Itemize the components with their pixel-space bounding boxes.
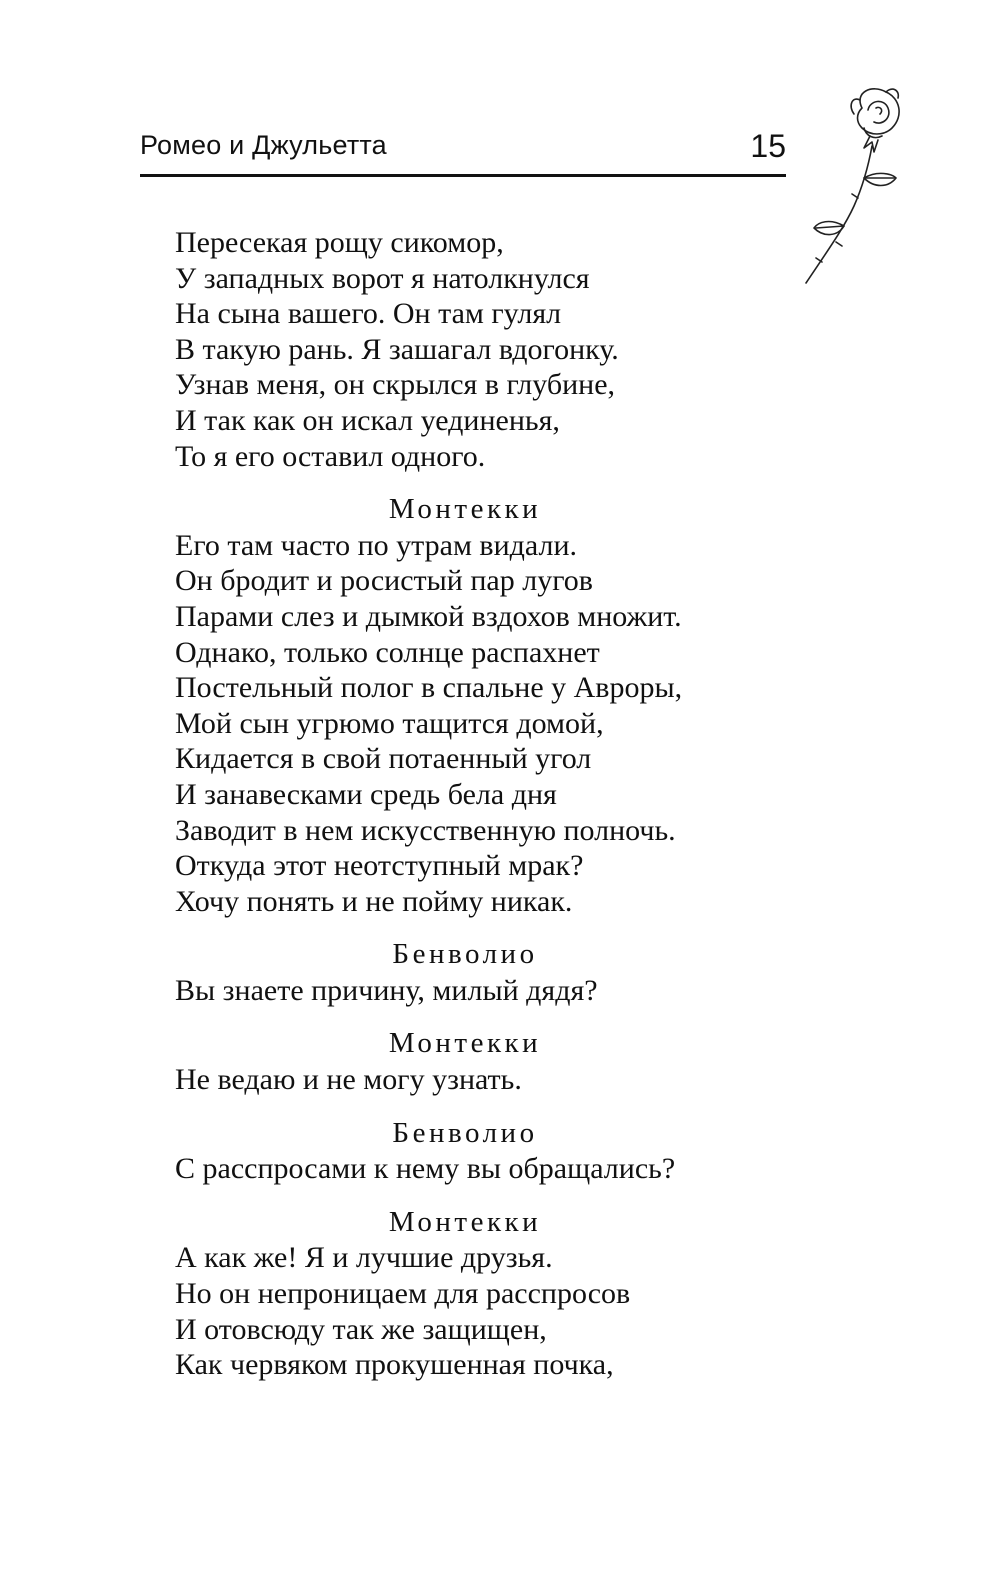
speaker-name: Бенволио (392, 938, 538, 971)
play-text (175, 225, 815, 1383)
verse-line: Хочу понять и не пойму никак. (175, 884, 573, 918)
verse-line: С расспросами к нему вы обращались? (175, 1152, 676, 1186)
verse-line: То я его оставил одного. (175, 439, 486, 473)
speaker-name: Монтекки (388, 1205, 542, 1238)
page-number: 15 (750, 128, 786, 164)
verse-line: Заводит в нем искусственную полночь. (175, 813, 676, 847)
text-block-0 (175, 225, 815, 474)
text-block-4 (175, 1116, 815, 1187)
speaker-name: Монтекки (388, 1027, 542, 1060)
verse-line: И так как он искал уединенья, (175, 403, 560, 437)
text-block-1 (175, 492, 815, 919)
speaker-name: Бенволио (392, 1116, 538, 1149)
verse-line: Но он непроницаем для расспросов (175, 1277, 631, 1311)
verse-line: Мой сын угрюмо тащится домой, (175, 706, 604, 740)
verse-line: Однако, только солнце распахнет (175, 635, 600, 669)
book-title: Ромео и Джульетта (140, 130, 387, 160)
verse-line: На сына вашего. Он там гулял (175, 297, 562, 331)
verse-line: Его там часто по утрам видали. (175, 528, 578, 562)
verse-line: Пересекая рощу сикомор, (175, 226, 504, 259)
verse-line: Вы знаете причину, милый дядя? (175, 973, 598, 1007)
verse-line: Не ведаю и не могу узнать. (175, 1063, 522, 1097)
text-block-5 (175, 1205, 815, 1383)
verse-line: Откуда этот неотступный мрак? (175, 849, 584, 883)
verse-line: И занавесками средь бела дня (175, 777, 557, 811)
text-block-3 (175, 1026, 815, 1097)
speaker-name: Монтекки (388, 493, 542, 526)
verse-line: Узнав меня, он скрылся в глубине, (175, 368, 616, 402)
text-block-2 (175, 937, 815, 1008)
header-rule (140, 174, 786, 177)
verse-line: В такую рань. Я зашагал вдогонку. (175, 332, 619, 366)
verse-line: И отовсюду так же защищен, (175, 1312, 547, 1346)
verse-line: Парами слез и дымкой вздохов множит. (175, 599, 682, 633)
verse-line: Он бродит и росистый пар лугов (175, 564, 593, 598)
verse-line: Постельный полог в спальне у Авроры, (175, 671, 683, 705)
verse-line: Как червяком прокушенная почка, (175, 1348, 614, 1382)
verse-line: У западных ворот я натолкнулся (175, 261, 590, 295)
verse-line: Кидается в свой потаенный угол (175, 742, 592, 776)
running-header (140, 126, 786, 176)
verse-line: А как же! Я и лучшие друзья. (175, 1241, 553, 1275)
